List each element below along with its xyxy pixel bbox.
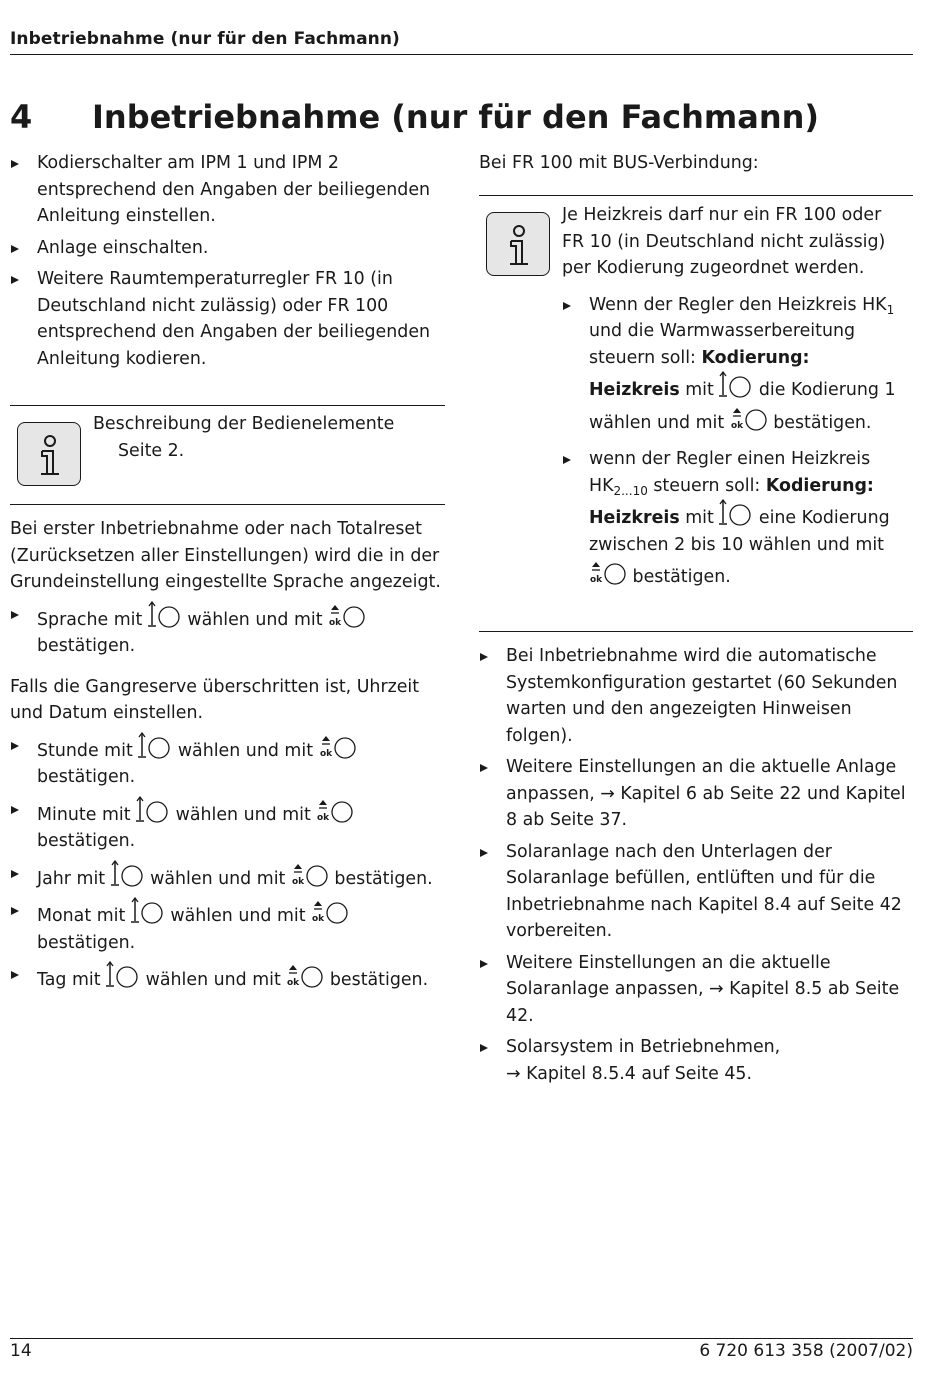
bullet-triangle-icon (11, 276, 19, 284)
select-knob-icon (136, 796, 170, 824)
bullet-triangle-icon (480, 653, 488, 661)
ok-knob-icon (291, 860, 329, 888)
right-info-rule-bottom (479, 631, 913, 632)
svg-text:ok: ok (291, 876, 305, 887)
list-item: wenn der Regler einen Heizkreis $HK_{2...10}$ steuern soll: Kodierung: Heizkreis mit eine Kodierung zwischen 2 bis 10 wählen und mit ok bestätigen. (562, 446, 902, 591)
paragraph: Bei erster Inbetriebnahme oder nach Totalreset (Zurücksetzen aller Einstellungen) wird die in der Grundeinstellung eingestellte Sprache angezeigt. (10, 519, 441, 592)
select-knob-icon (719, 499, 753, 527)
list-item: Anlage einschalten. (10, 235, 446, 262)
right-intro: Bei FR 100 mit BUS-Verbindung: (479, 153, 759, 173)
bullet-triangle-icon (11, 611, 19, 619)
left-column-bottom (10, 516, 448, 994)
bullet-triangle-icon (11, 742, 19, 750)
select-knob-icon (111, 860, 145, 888)
svg-text:ok: ok (317, 812, 330, 823)
bullet-triangle-icon (480, 960, 488, 968)
info-note-left: Beschreibung der Bedienelemente Seite 2. (93, 411, 445, 464)
ok-knob-icon (311, 897, 349, 925)
footer-rule (10, 1338, 913, 1339)
bullet-triangle-icon (11, 160, 19, 168)
bullet-triangle-icon (480, 849, 488, 857)
bullet-triangle-icon (11, 971, 19, 979)
ok-knob-icon (589, 558, 627, 586)
paragraph: Falls die Gangreserve überschritten ist, Uhrzeit und Datum einstellen. (10, 676, 420, 723)
running-header: Inbetriebnahme (nur für den Fachmann) (10, 29, 400, 49)
list-item: Stunde mit wählen und mit ok bestätigen. (10, 732, 448, 791)
list-item: Sprache mit wählen und mit ok bestätigen. (10, 601, 448, 660)
info-icon (17, 422, 81, 486)
header-rule (10, 54, 913, 55)
chapter-reference: Kapitel 8.5.4 auf Seite 45. (526, 1063, 752, 1084)
bullet-triangle-icon (480, 1044, 488, 1052)
ok-knob-icon (319, 732, 357, 760)
right-info-rule-top (479, 195, 913, 196)
select-knob-icon (148, 601, 182, 629)
bullet-triangle-icon (563, 302, 571, 310)
select-knob-icon (131, 897, 165, 925)
bullet-triangle-icon (11, 907, 19, 915)
section-number: 4 (10, 98, 33, 136)
list-item: Solarsystem in Betriebnehmen, → Kapitel 8.5.4 auf Seite 45. (479, 1034, 913, 1087)
list-item: Jahr mit wählen und mit ok bestätigen. (10, 860, 448, 893)
svg-text:ok: ok (730, 420, 743, 431)
select-knob-icon (106, 961, 140, 989)
select-knob-icon (719, 371, 753, 399)
list-item: Kodierschalter am IPM 1 und IPM 2 entsprechend den Angaben der beiliegenden Anleitung einstellen. (10, 150, 446, 230)
select-knob-icon (138, 732, 172, 760)
right-column-bullets (479, 643, 913, 1087)
bullet-triangle-icon (480, 764, 488, 772)
ok-knob-icon (286, 961, 324, 989)
arrow-right-icon: → (709, 979, 724, 999)
list-item: Wenn der Regler den Heizkreis $HK_1$ und die Warmwasserbereitung steuern soll: Kodierung: Heizkreis mit die Kodierung 1 wählen und mit ok bestätigen. (562, 292, 902, 437)
arrow-right-icon: → (600, 783, 615, 804)
svg-text:ok: ok (312, 914, 325, 924)
chapter-reference: Kapitel 6 ab Seite 22 und Kapitel 8 ab Seite 37. (506, 783, 906, 830)
list-item: Weitere Einstellungen an die aktuelle Anlage anpassen, → Kapitel 6 ab Seite 22 und Kapitel 8 ab Seite 37. (479, 754, 913, 834)
list-item: Weitere Raumtemperaturregler FR 10 (in Deutschland nicht zulässig) oder FR 100 entsprechend den Angaben der beiliegenden Anleitung kodieren. (10, 266, 446, 372)
page-reference: Seite 2. (118, 440, 185, 461)
arrow-right-icon: → (506, 1063, 521, 1084)
document-number: 6 720 613 358 (2007/02) (699, 1341, 913, 1361)
left-column-top (10, 150, 446, 372)
info-rule-bottom (10, 504, 445, 505)
page-number: 14 (10, 1341, 32, 1361)
info-note-right: Je Heizkreis darf nur ein FR 100 oder FR 10 (in Deutschland nicht zulässig) per Kodierung zugeordnet werden. Wenn der Regler den Heizkreis $HK_1$ und die Warmwasserbereitung steuern soll: Kodierung: Heizkreis mit die Kodierung 1 wählen und mit ok bestätigen. wenn der Regler einen Heizkreis $HK_{2...10}$ steuern soll: Kodierung: Heizkreis mit eine Kodierung zwischen 2 bis 10 wählen und mit ok bestätigen. (562, 202, 902, 591)
svg-text:ok: ok (329, 617, 342, 628)
info-i-glyph-icon (18, 423, 82, 487)
svg-text:ok: ok (287, 978, 300, 988)
section-title: Inbetriebnahme (nur für den Fachmann) (92, 98, 820, 136)
svg-text:ok: ok (590, 575, 603, 585)
ok-knob-icon (730, 404, 768, 432)
info-icon (486, 212, 550, 276)
bullet-triangle-icon (11, 806, 19, 814)
info-rule-top (10, 405, 445, 406)
info-i-glyph-icon (487, 213, 551, 277)
list-item: Weitere Einstellungen an die aktuelle Solaranlage anpassen, → Kapitel 8.5 ab Seite 42. (479, 950, 913, 1030)
list-item: Monat mit wählen und mit ok bestätigen. (10, 897, 448, 956)
bullet-triangle-icon (563, 456, 571, 464)
ok-knob-icon (328, 601, 366, 629)
chapter-reference: Kapitel 8.5 ab Seite 42. (506, 979, 900, 1026)
ok-knob-icon (316, 796, 354, 824)
list-item: Solaranlage nach den Unterlagen der Solaranlage befüllen, entlüften und für die Inbetriebnahme nach Kapitel 8.4 auf Seite 42 vorbereiten. (479, 839, 913, 945)
list-item: Tag mit wählen und mit ok bestätigen. (10, 961, 448, 994)
list-item: Bei Inbetriebnahme wird die automatische Systemkonfiguration gestartet (60 Sekunden warten und den angezeigten Hinweisen folgen). (479, 643, 913, 749)
list-item: Minute mit wählen und mit ok bestätigen. (10, 796, 448, 855)
bullet-triangle-icon (11, 245, 19, 253)
svg-text:ok: ok (319, 748, 332, 759)
bullet-triangle-icon (11, 870, 19, 878)
